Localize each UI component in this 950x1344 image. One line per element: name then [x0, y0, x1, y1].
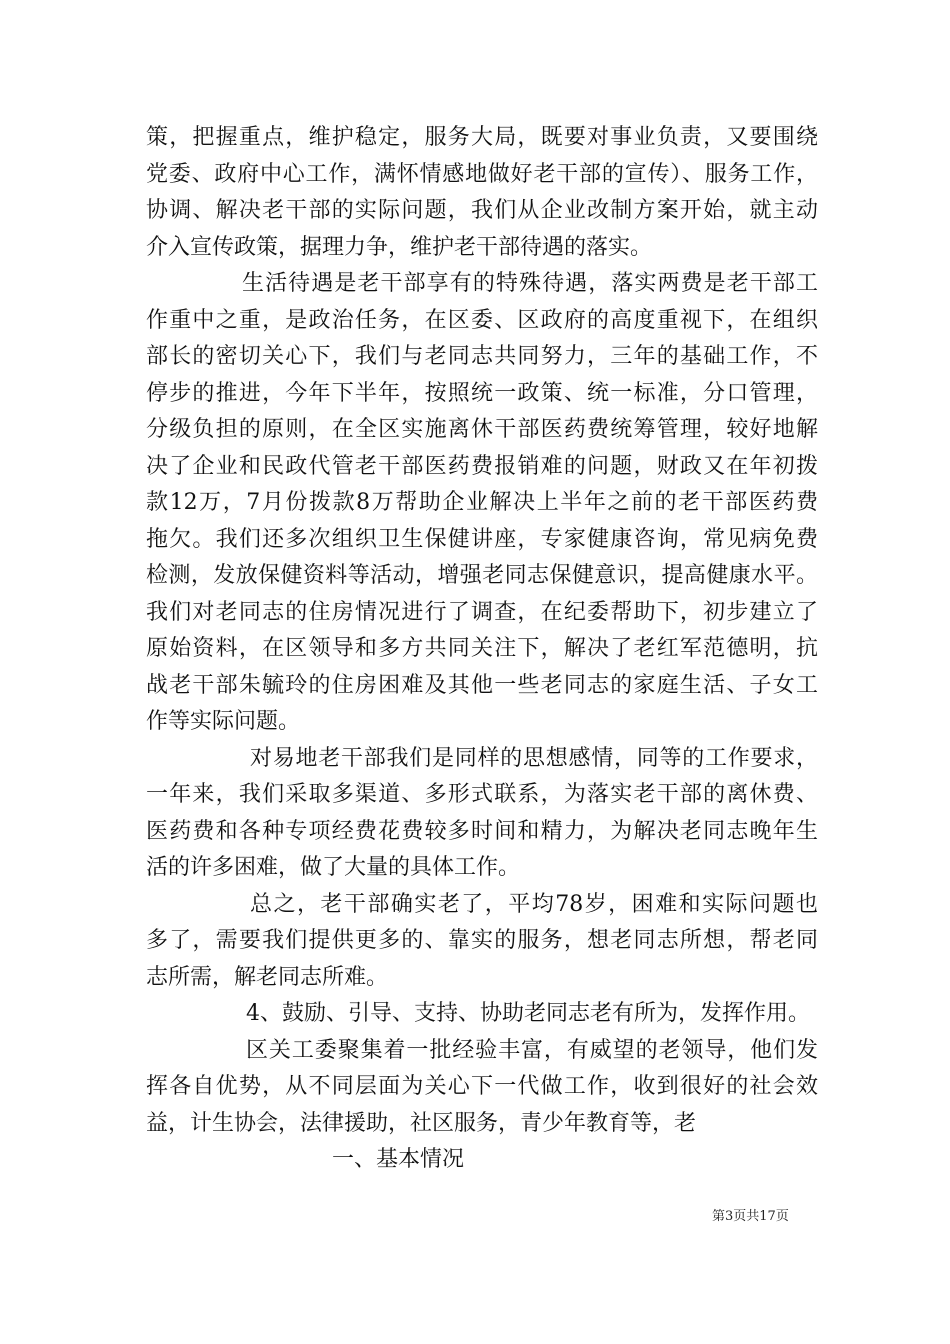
text-line: 多了，需要我们提供更多的、靠实的服务，想老同志所想，帮老同	[146, 928, 818, 953]
text-line: 志所需，解老同志所难。	[146, 964, 389, 990]
page-number-footer: 第3页共17页	[712, 1209, 789, 1224]
text-line: 活的许多困难，做了大量的具体工作。	[146, 855, 521, 880]
text-line: 停步的推进，今年下半年，按照统一政策、统一标准，分口管理，	[146, 380, 818, 406]
paragraph-start-line: 对易地老干部我们是同样的思想感情，同等的工作要求，	[250, 745, 818, 771]
text-line: 医药费和各种专项经费花费较多时间和精力，为解决老同志晚年生	[146, 818, 818, 844]
text-line: 党委、政府中心工作，满怀情感地做好老干部的宣传）、服务工作，	[146, 161, 818, 187]
text-line: 挥各自优势，从不同层面为关心下一代做工作，收到很好的社会效	[146, 1074, 818, 1099]
text-line: 我们对老同志的住房情况进行了调查，在纪委帮助下，初步建立了	[146, 599, 818, 625]
document-body	[146, 120, 818, 1179]
text-line: 作等实际问题。	[146, 709, 301, 734]
text-line: 作重中之重，是政治任务，在区委、区政府的高度重视下，在组织	[146, 307, 818, 333]
text-line: 策，把握重点，维护稳定，服务大局，既要对事业负责，又要围绕	[146, 125, 818, 150]
section-item-heading: 4、鼓励、引导、支持、协助老同志老有所为，发挥作用。	[246, 1001, 810, 1026]
text-line: 部长的密切关心下，我们与老同志共同努力，三年的基础工作，不	[146, 344, 818, 369]
paragraph-start-line: 生活待遇是老干部享有的特殊待遇，落实两费是老干部工	[242, 271, 818, 296]
text-line: 益，计生协会，法律援助，社区服务，青少年教育等，老	[146, 1110, 697, 1136]
paragraph-start-line: 总之，老干部确实老了，平均78岁，困难和实际问题也	[250, 891, 818, 917]
text-line: 介入宣传政策，据理力争，维护老干部待遇的落实。	[146, 234, 653, 260]
text-line: 战老干部朱毓玲的住房困难及其他一些老同志的家庭生活、子女工	[146, 672, 818, 698]
text-line: 决了企业和民政代管老干部医药费报销难的问题，财政又在年初拨	[146, 453, 818, 479]
section-heading: 一、基本情况	[332, 1147, 465, 1172]
text-line: 协调、解决老干部的实际问题，我们从企业改制方案开始，就主动	[146, 198, 818, 223]
text-line: 原始资料，在区领导和多方共同关注下，解决了老红军范德明，抗	[146, 636, 818, 661]
text-line: 款12万，7月份拨款8万帮助企业解决上半年之前的老干部医药费	[146, 490, 818, 515]
text-line: 一年来，我们采取多渠道、多形式联系，为落实老干部的离休费、	[146, 782, 818, 807]
text-line: 分级负担的原则，在全区实施离休干部医药费统筹管理，较好地解	[146, 417, 818, 442]
text-line: 检测，发放保健资料等活动，增强老同志保健意识，提高健康水平。	[146, 563, 818, 588]
text-line: 拖欠。我们还多次组织卫生保健讲座，专家健康咨询，常见病免费	[146, 526, 818, 552]
paragraph-start-line: 区关工委聚集着一批经验丰富，有威望的老领导，他们发	[246, 1037, 818, 1063]
